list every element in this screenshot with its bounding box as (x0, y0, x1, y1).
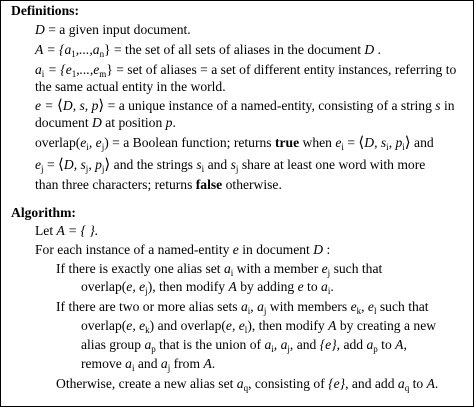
def-e-cont: document D at position p. (35, 115, 176, 130)
alg-let: Let A = { }. (35, 223, 99, 238)
def-a-line: $A = \{a_1,...,a_n\}$ = the set of all sets of aliases in the document D . (35, 42, 382, 59)
alg-if1-cont: overlap(e, $e_j$), then modify A by adding e to $a_i$. (81, 279, 334, 296)
alg-if2: If there are two or more alias sets $a_i$, $a_j$ with members $e_k$, $e_l$ such that (56, 299, 429, 316)
alg-if2-cont2: alias group $a_p$ that is the union of $a_i$, $a_j$, and {e}, add $a_p$ to A, (81, 337, 407, 354)
def-overlap-line: $overlap(e_i$, $e_j) = a$ Boolean function; returns true when $e_i$ = ⟨D, $s_i$, $p_i⟩$ and (35, 135, 434, 152)
def-d-line: D = a given input document. (35, 22, 191, 37)
def-overlap-cont: $e_j$ = ⟨D, $s_j$, $p_j⟩$ and the strings $s_i$ and $s_j$ share at least one word with more (35, 157, 426, 174)
alg-if2-cont3: remove $a_i$ and $a_j$ from A. (81, 356, 216, 373)
def-ai-cont: the same actual entity in the world. (35, 79, 226, 94)
def-ai-line: $a_i = \{e_1,...,e_m\}$ = set of aliases = a set of different entity instances, referring to (35, 62, 457, 79)
def-e-line: e = ⟨D, s, p⟩ = a unique instance of a named-entity, consisting of a string s in (35, 98, 455, 114)
alg-else: Otherwise, create a new alias set $a_q$, consisting of {e}, and add $a_q$ to A. (56, 376, 439, 393)
algorithm-heading: Algorithm: (11, 205, 76, 220)
alg-if2-cont: overlap(e, $e_k$) and overlap(e, $e_l$), then modify A by creating a new (81, 318, 437, 335)
definitions-heading: Definitions: (11, 3, 79, 18)
alg-for: For each instance of a named-entity e in document D : (35, 242, 331, 257)
alg-if1: If there is exactly one alias set $a_i$ with a member $e_j$ such that (56, 261, 383, 278)
def-overlap-cont2: than three characters; returns false otherwise. (35, 177, 282, 192)
